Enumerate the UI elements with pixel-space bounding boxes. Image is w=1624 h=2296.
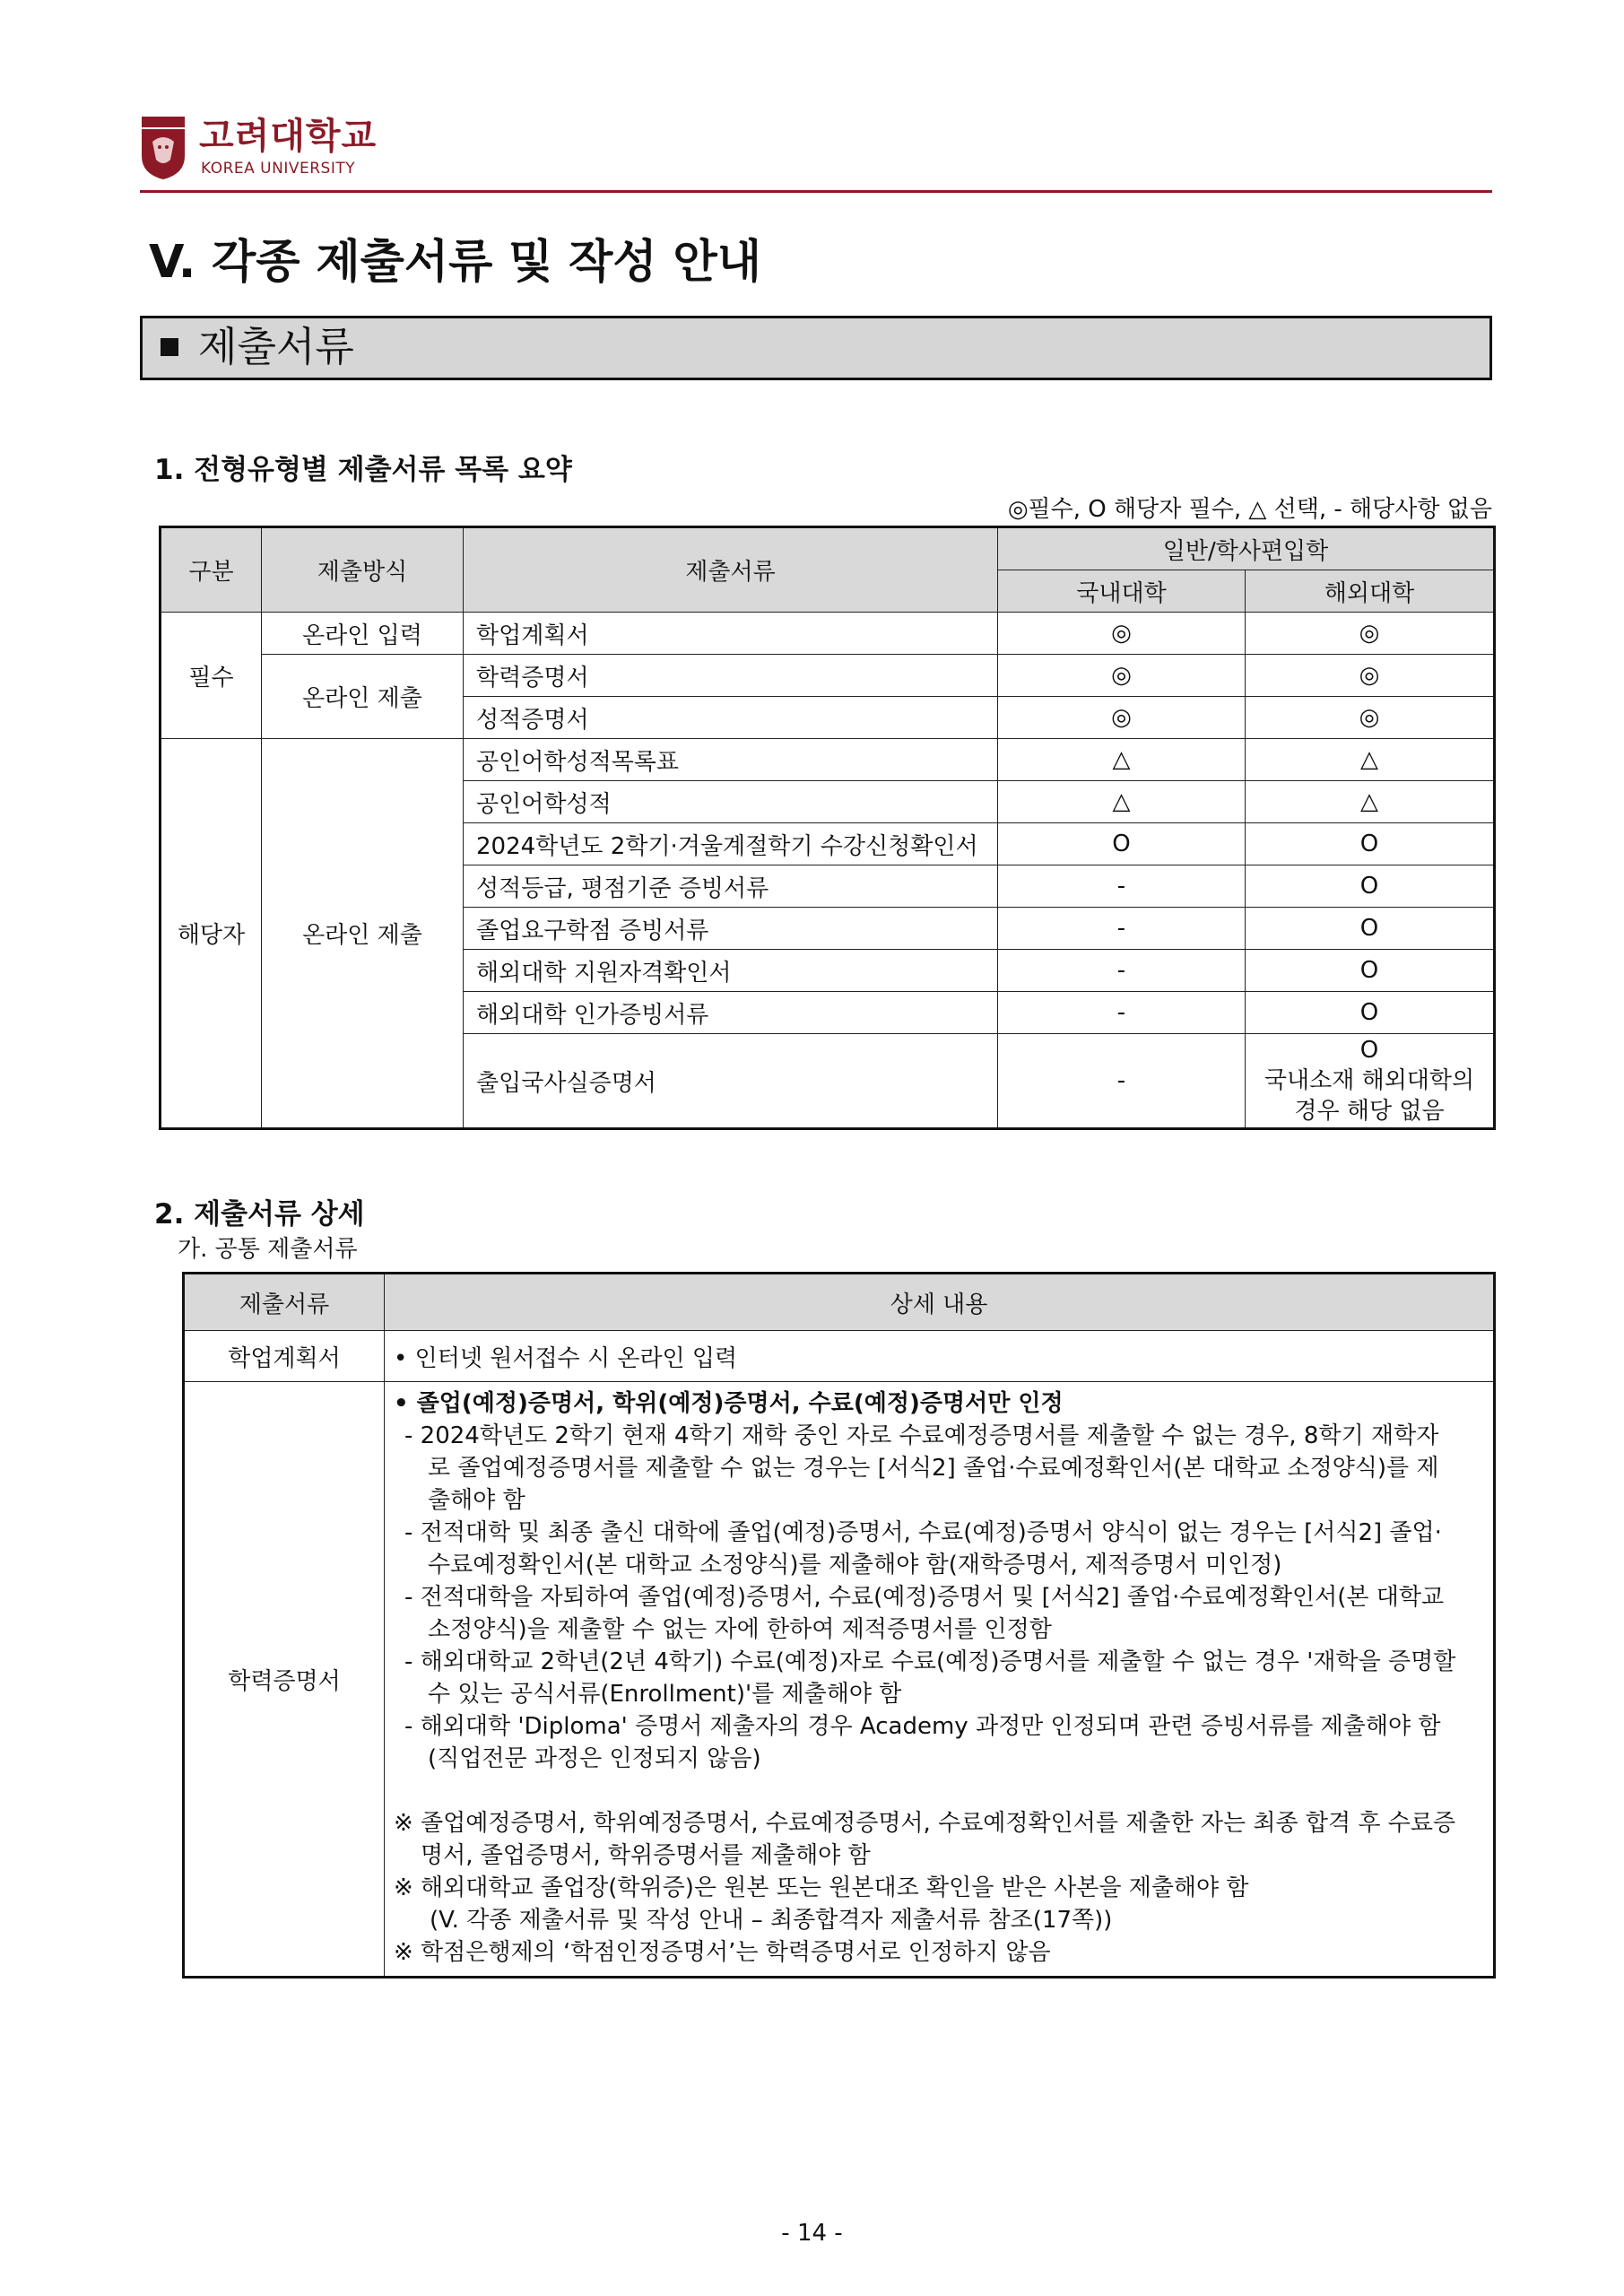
doc-cell: 학업계획서 bbox=[464, 613, 998, 655]
header-detail: 상세 내용 bbox=[385, 1274, 1495, 1331]
detail-bullet: • 졸업(예정)증명서, 학위(예정)증명서, 수료(예정)증명서만 인정 bbox=[394, 1390, 1064, 1417]
overseas-mark: ◎ bbox=[1246, 697, 1495, 739]
detail-line: - 전적대학 및 최종 출신 대학에 졸업(예정)증명서, 수료(예정)증명서 양식이 없는 경우는 [서식2] 졸업· bbox=[404, 1519, 1442, 1546]
table-row bbox=[161, 613, 1495, 655]
detail-line: - 해외대학 'Diploma' 증명서 제출자의 경우 Academy 과정만 인정되며 관련 증빙서류를 제출해야 함 bbox=[404, 1713, 1441, 1740]
doc-cell: 졸업요구학점 증빙서류 bbox=[464, 908, 998, 950]
header-divider bbox=[140, 190, 1492, 193]
subsection-1-title: 1. 전형유형별 제출서류 목록 요약 bbox=[154, 454, 572, 486]
overseas-mark: O bbox=[1359, 1037, 1379, 1064]
doc-cell: 해외대학 지원자격확인서 bbox=[464, 950, 998, 992]
overseas-mark: O bbox=[1246, 823, 1495, 865]
overseas-note-line: 국내소재 해외대학의 bbox=[1264, 1067, 1475, 1094]
logo-english-text: KOREA UNIVERSITY bbox=[201, 160, 356, 178]
domestic-mark: ◎ bbox=[998, 613, 1246, 655]
header-domestic: 국내대학 bbox=[998, 570, 1246, 613]
domestic-mark: - bbox=[998, 992, 1246, 1034]
section-title: 제출서류 bbox=[198, 323, 354, 370]
header-method: 제출방식 bbox=[262, 527, 464, 613]
overseas-mark-with-note bbox=[1246, 1034, 1495, 1129]
note-line: 명서, 졸업증명서, 학위증명서를 제출해야 함 bbox=[421, 1842, 871, 1869]
table-row bbox=[161, 655, 1495, 697]
square-bullet-icon bbox=[161, 338, 178, 356]
doc-cell: 해외대학 인가증빙서류 bbox=[464, 992, 998, 1034]
domestic-mark: - bbox=[998, 950, 1246, 992]
header-category: 구분 bbox=[161, 527, 262, 613]
method-online-submit-applicable: 온라인 제출 bbox=[262, 739, 464, 1129]
note-line: (V. 각종 제출서류 및 작성 안내 – 최종합격자 제출서류 참조(17쪽)) bbox=[430, 1907, 1113, 1934]
note-line: ※ 해외대학교 졸업장(학위증)은 원본 또는 원본대조 확인을 받은 사본을 제출해야 함 bbox=[394, 1874, 1249, 1901]
domestic-mark: - bbox=[998, 1034, 1246, 1129]
overseas-mark: △ bbox=[1246, 781, 1495, 823]
doc-cell: 출입국사실증명서 bbox=[464, 1034, 998, 1129]
group-applicable: 해당자 bbox=[161, 739, 262, 1129]
detail-line: 로 졸업예정증명서를 제출할 수 없는 경우는 [서식2] 졸업·수료예정확인서(본 대학교 소정양식)를 제 bbox=[428, 1455, 1439, 1482]
chapter-title: V. 각종 제출서류 및 작성 안내 bbox=[149, 236, 761, 289]
overseas-mark: ◎ bbox=[1246, 655, 1495, 697]
overseas-mark: O bbox=[1246, 865, 1495, 908]
overseas-mark: O bbox=[1246, 992, 1495, 1034]
section-header-box bbox=[140, 316, 1492, 380]
domestic-mark: ◎ bbox=[998, 655, 1246, 697]
domestic-mark: - bbox=[998, 865, 1246, 908]
detail-line: - 해외대학교 2학년(2년 4학기) 수료(예정)자로 수료(예정)증명서를 제출할 수 없는 경우 '재학을 증명할 bbox=[404, 1648, 1456, 1675]
doc-cell: 학업계획서 bbox=[184, 1331, 385, 1382]
doc-cell: 2024학년도 2학기·겨울계절학기 수강신청확인서 bbox=[464, 823, 998, 865]
overseas-mark: O bbox=[1246, 908, 1495, 950]
page-number: - 14 - bbox=[781, 2220, 843, 2247]
header-documents: 제출서류 bbox=[464, 527, 998, 613]
method-online-submit: 온라인 제출 bbox=[262, 655, 464, 739]
table-row bbox=[184, 1331, 1495, 1382]
detail-line: 소정양식)을 제출할 수 없는 자에 한하여 제적증명서를 인정함 bbox=[428, 1616, 1052, 1643]
domestic-mark: ◎ bbox=[998, 697, 1246, 739]
overseas-note-line: 경우 해당 없음 bbox=[1294, 1098, 1445, 1125]
doc-cell: 성적증명서 bbox=[464, 697, 998, 739]
note-line: ※ 졸업예정증명서, 학위예정증명서, 수료예정증명서, 수료예정확인서를 제출한 자는 최종 합격 후 수료증 bbox=[394, 1810, 1456, 1837]
overseas-mark: △ bbox=[1246, 739, 1495, 781]
detail-cell: • 인터넷 원서접수 시 온라인 입력 bbox=[385, 1331, 1495, 1382]
detail-line: - 전적대학을 자퇴하여 졸업(예정)증명서, 수료(예정)증명서 및 [서식2] 졸업·수료예정확인서(본 대학교 bbox=[404, 1584, 1445, 1611]
doc-cell: 학력증명서 bbox=[464, 655, 998, 697]
document-detail-table bbox=[182, 1272, 1496, 1979]
doc-cell: 공인어학성적목록표 bbox=[464, 739, 998, 781]
detail-line: 수 있는 공식서류(Enrollment)'를 제출해야 함 bbox=[428, 1681, 902, 1708]
detail-line: (직업전문 과정은 인정되지 않음) bbox=[428, 1745, 761, 1772]
domestic-mark: △ bbox=[998, 781, 1246, 823]
logo-korean-text: 고려대학교 bbox=[199, 116, 378, 157]
overseas-mark: O bbox=[1246, 950, 1495, 992]
domestic-mark: △ bbox=[998, 739, 1246, 781]
group-required: 필수 bbox=[161, 613, 262, 739]
detail-cell bbox=[385, 1382, 1495, 1978]
university-logo bbox=[140, 115, 382, 181]
detail-line: - 2024학년도 2학기 현재 4학기 재학 중인 자로 수료예정증명서를 제출할 수 없는 경우, 8학기 재학자 bbox=[404, 1422, 1439, 1449]
doc-cell: 공인어학성적 bbox=[464, 781, 998, 823]
table-row bbox=[161, 739, 1495, 781]
doc-cell: 학력증명서 bbox=[184, 1382, 385, 1978]
domestic-mark: O bbox=[998, 823, 1246, 865]
note-line: ※ 학점은행제의 ‘학점인정증명서’는 학력증명서로 인정하지 않음 bbox=[394, 1939, 1051, 1966]
subsection-2-subtitle: 가. 공통 제출서류 bbox=[178, 1236, 358, 1263]
detail-line: 출해야 함 bbox=[428, 1487, 525, 1514]
header-admission-type: 일반/학사편입학 bbox=[998, 527, 1495, 570]
method-online-input: 온라인 입력 bbox=[262, 613, 464, 655]
crest-icon bbox=[140, 115, 187, 181]
overseas-mark: ◎ bbox=[1246, 613, 1495, 655]
detail-line: 수료예정확인서(본 대학교 소정양식)를 제출해야 함(재학증명서, 제적증명서 미인정) bbox=[428, 1552, 1282, 1578]
doc-cell: 성적등급, 평점기준 증빙서류 bbox=[464, 865, 998, 908]
subsection-2-title: 2. 제출서류 상세 bbox=[154, 1198, 365, 1231]
header-doc: 제출서류 bbox=[184, 1274, 385, 1331]
domestic-mark: - bbox=[998, 908, 1246, 950]
header-overseas: 해외대학 bbox=[1246, 570, 1495, 613]
document-summary-table bbox=[159, 526, 1496, 1130]
symbol-legend: ◎필수, O 해당자 필수, △ 선택, - 해당사항 없음 bbox=[1007, 496, 1492, 523]
table-row bbox=[184, 1382, 1495, 1978]
spacer bbox=[394, 1775, 1486, 1807]
